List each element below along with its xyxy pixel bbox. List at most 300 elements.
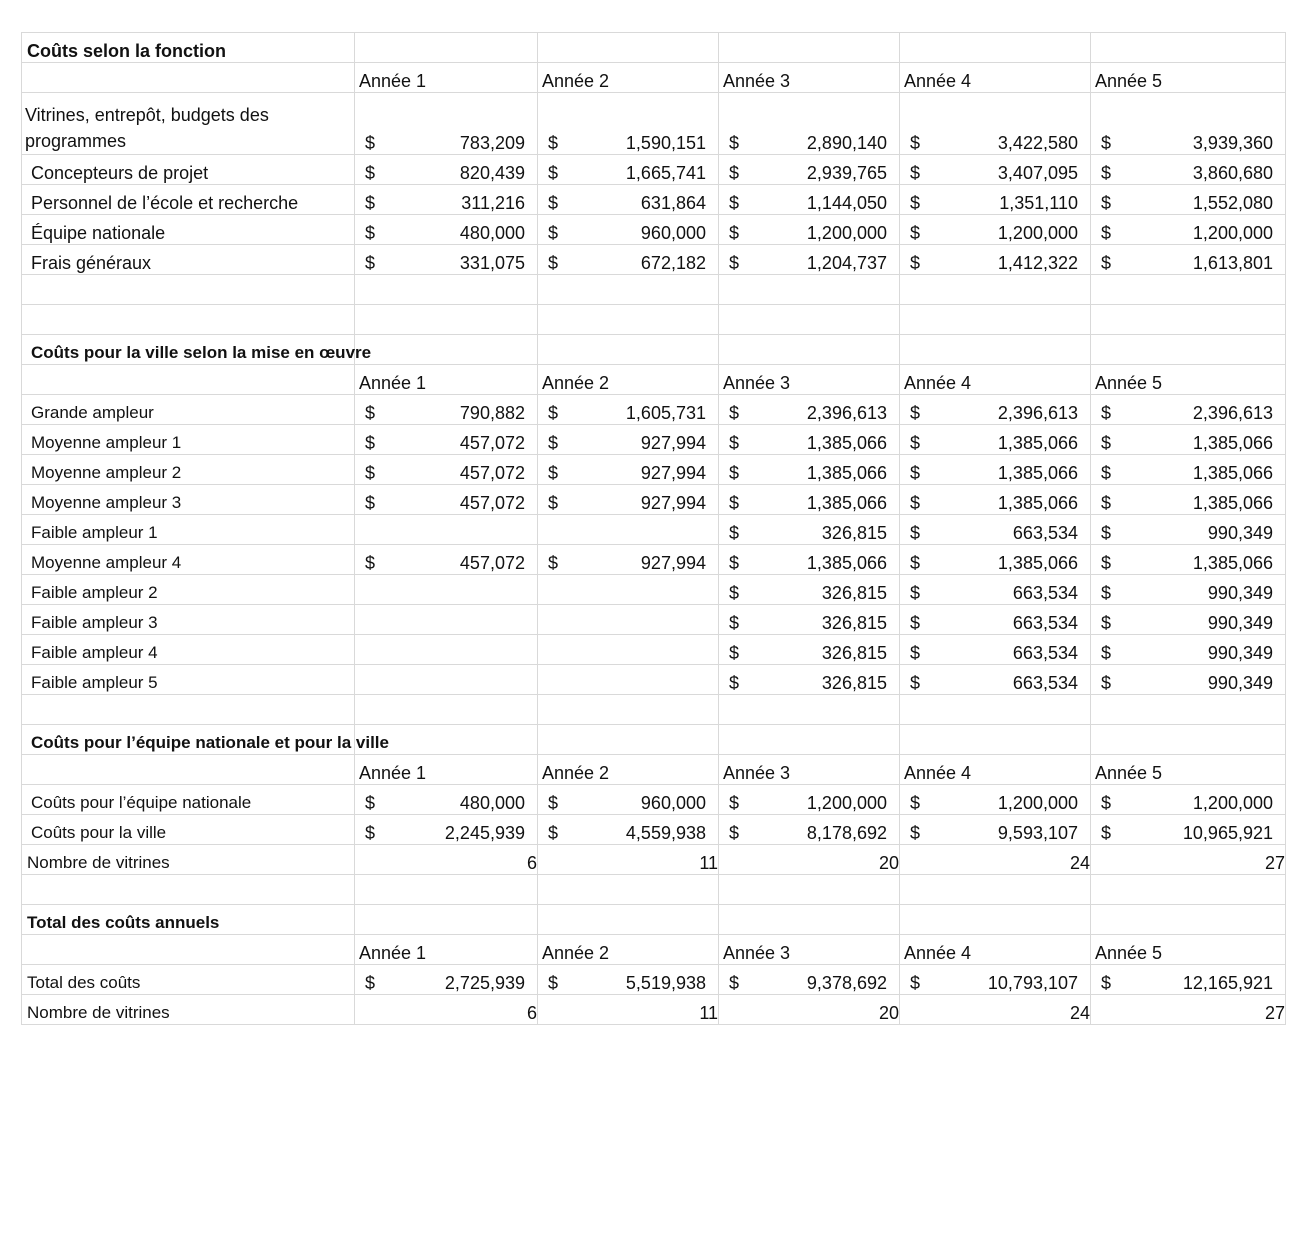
currency-symbol: $ bbox=[1101, 613, 1112, 633]
count-cell[interactable]: 11 bbox=[538, 995, 719, 1025]
value-cell[interactable] bbox=[719, 455, 900, 485]
value-cell[interactable] bbox=[719, 515, 900, 545]
empty-cell[interactable] bbox=[22, 755, 355, 785]
empty-cell[interactable] bbox=[1091, 875, 1286, 905]
row-label-cell[interactable] bbox=[22, 485, 355, 515]
currency-symbol: $ bbox=[910, 613, 921, 633]
value-cell[interactable] bbox=[538, 575, 719, 605]
value-cell[interactable] bbox=[355, 485, 538, 515]
currency-symbol: $ bbox=[729, 463, 740, 483]
year-header-cell[interactable]: Année 2 bbox=[538, 365, 719, 395]
empty-cell[interactable] bbox=[719, 725, 900, 755]
value-cell[interactable] bbox=[719, 245, 900, 275]
empty-cell[interactable] bbox=[719, 335, 900, 365]
value-cell[interactable] bbox=[355, 455, 538, 485]
value-cell[interactable] bbox=[355, 605, 538, 635]
amount: 663,534 bbox=[1012, 523, 1078, 543]
value-cell[interactable] bbox=[1091, 515, 1286, 545]
value-cell[interactable] bbox=[538, 185, 719, 215]
value-cell[interactable] bbox=[538, 215, 719, 245]
empty-cell[interactable] bbox=[538, 335, 719, 365]
table-row bbox=[22, 665, 1286, 695]
table-row bbox=[22, 545, 1286, 575]
currency-symbol: $ bbox=[729, 163, 740, 183]
currency-symbol: $ bbox=[910, 553, 921, 573]
currency-value bbox=[355, 132, 537, 154]
value-cell[interactable] bbox=[1091, 605, 1286, 635]
currency-symbol: $ bbox=[548, 463, 559, 483]
currency-symbol: $ bbox=[1101, 673, 1112, 693]
value-cell[interactable] bbox=[1091, 245, 1286, 275]
currency-value bbox=[900, 522, 1090, 544]
empty-cell[interactable] bbox=[22, 305, 355, 335]
amount: 783,209 bbox=[459, 133, 525, 153]
count-cell[interactable]: 20 bbox=[719, 845, 900, 875]
value-cell[interactable] bbox=[719, 93, 900, 155]
value-cell[interactable] bbox=[900, 185, 1091, 215]
row-label-cell[interactable] bbox=[22, 185, 355, 215]
value-cell[interactable] bbox=[719, 155, 900, 185]
amount: 1,385,066 bbox=[806, 553, 887, 573]
amount: 457,072 bbox=[459, 553, 525, 573]
value-cell[interactable] bbox=[538, 485, 719, 515]
count-cell[interactable]: 6 bbox=[355, 995, 538, 1025]
value-cell[interactable] bbox=[355, 215, 538, 245]
value-cell[interactable] bbox=[719, 575, 900, 605]
value-cell[interactable] bbox=[719, 665, 900, 695]
currency-value bbox=[1091, 162, 1285, 184]
currency-symbol: $ bbox=[548, 133, 559, 153]
currency-symbol: $ bbox=[365, 193, 376, 213]
table-row bbox=[22, 155, 1286, 185]
year-header-cell[interactable]: Année 1 bbox=[355, 755, 538, 785]
value-cell[interactable] bbox=[538, 965, 719, 995]
empty-cell[interactable] bbox=[22, 275, 355, 305]
amount: 1,385,066 bbox=[997, 433, 1078, 453]
row-label-cell[interactable] bbox=[22, 995, 355, 1025]
section-title-cell[interactable] bbox=[22, 725, 389, 755]
value-cell[interactable] bbox=[900, 485, 1091, 515]
value-cell[interactable] bbox=[719, 395, 900, 425]
year-header-cell[interactable]: Année 1 bbox=[355, 935, 538, 965]
value-cell[interactable] bbox=[900, 155, 1091, 185]
value-cell[interactable] bbox=[355, 185, 538, 215]
currency-value bbox=[1091, 972, 1285, 994]
currency-symbol: $ bbox=[1101, 163, 1112, 183]
empty-cell[interactable] bbox=[719, 33, 900, 63]
value-cell[interactable] bbox=[900, 635, 1091, 665]
row-label: Moyenne ampleur 1 bbox=[31, 433, 182, 452]
section-title: Coûts pour l’équipe nationale et pour la ville bbox=[31, 733, 389, 752]
value-cell[interactable] bbox=[900, 425, 1091, 455]
amount: 2,939,765 bbox=[806, 163, 887, 183]
amount: 663,534 bbox=[1012, 613, 1078, 633]
value-cell[interactable] bbox=[355, 93, 538, 155]
count-cell[interactable]: 27 bbox=[1091, 845, 1286, 875]
currency-symbol: $ bbox=[910, 583, 921, 603]
value-cell[interactable] bbox=[355, 815, 538, 845]
currency-value bbox=[1091, 642, 1285, 664]
value-cell[interactable] bbox=[900, 515, 1091, 545]
currency-value bbox=[538, 552, 718, 574]
empty-cell[interactable] bbox=[1091, 33, 1286, 63]
row-label-cell[interactable] bbox=[22, 245, 355, 275]
value-cell[interactable] bbox=[538, 93, 719, 155]
currency-symbol: $ bbox=[729, 553, 740, 573]
currency-symbol: $ bbox=[548, 973, 559, 993]
year-header-cell[interactable]: Année 2 bbox=[538, 935, 719, 965]
currency-value bbox=[1091, 492, 1285, 514]
value-cell[interactable] bbox=[719, 485, 900, 515]
currency-symbol: $ bbox=[548, 163, 559, 183]
amount: 1,552,080 bbox=[1192, 193, 1273, 213]
amount: 1,385,066 bbox=[997, 463, 1078, 483]
amount: 326,815 bbox=[821, 673, 887, 693]
amount: 790,882 bbox=[459, 403, 525, 423]
currency-value bbox=[538, 192, 718, 214]
empty-cell[interactable] bbox=[1091, 305, 1286, 335]
amount: 672,182 bbox=[640, 253, 706, 273]
currency-symbol: $ bbox=[729, 403, 740, 423]
value-cell[interactable] bbox=[355, 965, 538, 995]
empty-cell[interactable] bbox=[538, 33, 719, 63]
row-label: Faible ampleur 5 bbox=[31, 673, 158, 692]
amount: 480,000 bbox=[459, 793, 525, 813]
value-cell[interactable] bbox=[355, 785, 538, 815]
empty-cell[interactable] bbox=[22, 695, 355, 725]
row-label-cell[interactable] bbox=[22, 605, 355, 635]
row-label: Moyenne ampleur 4 bbox=[31, 553, 182, 572]
amount: 1,144,050 bbox=[806, 193, 887, 213]
empty-cell[interactable] bbox=[900, 335, 1091, 365]
year-header-cell[interactable]: Année 5 bbox=[1091, 755, 1286, 785]
amount: 1,385,066 bbox=[997, 553, 1078, 573]
amount: 820,439 bbox=[459, 163, 525, 183]
value-cell[interactable] bbox=[900, 245, 1091, 275]
currency-symbol: $ bbox=[548, 403, 559, 423]
empty-cell[interactable] bbox=[22, 875, 355, 905]
empty-cell[interactable] bbox=[719, 695, 900, 725]
currency-value bbox=[900, 132, 1090, 154]
amount: 9,593,107 bbox=[997, 823, 1078, 843]
value-cell[interactable] bbox=[1091, 425, 1286, 455]
section-title-cell[interactable] bbox=[22, 335, 372, 365]
year-header-cell[interactable]: Année 1 bbox=[355, 63, 538, 93]
count-cell[interactable]: 11 bbox=[538, 845, 719, 875]
amount: 1,200,000 bbox=[1192, 223, 1273, 243]
currency-symbol: $ bbox=[1101, 193, 1112, 213]
empty-cell[interactable] bbox=[1091, 725, 1286, 755]
amount: 1,385,066 bbox=[806, 433, 887, 453]
empty-cell[interactable] bbox=[355, 305, 538, 335]
value-cell[interactable] bbox=[719, 605, 900, 635]
value-cell[interactable] bbox=[355, 635, 538, 665]
year-header-cell[interactable]: Année 5 bbox=[1091, 63, 1286, 93]
value-cell[interactable] bbox=[1091, 455, 1286, 485]
value-cell[interactable] bbox=[1091, 785, 1286, 815]
row-label-cell[interactable] bbox=[22, 215, 355, 245]
amount: 1,385,066 bbox=[1192, 433, 1273, 453]
amount: 927,994 bbox=[640, 493, 706, 513]
value-cell[interactable] bbox=[355, 425, 538, 455]
empty-cell[interactable] bbox=[1091, 905, 1286, 935]
currency-value bbox=[355, 972, 537, 994]
year-header-cell[interactable]: Année 2 bbox=[538, 63, 719, 93]
year-header-cell[interactable]: Année 3 bbox=[719, 63, 900, 93]
currency-value bbox=[538, 972, 718, 994]
amount: 1,665,741 bbox=[625, 163, 706, 183]
year-header-cell[interactable]: Année 3 bbox=[719, 935, 900, 965]
empty-cell[interactable] bbox=[900, 725, 1091, 755]
empty-cell[interactable] bbox=[900, 695, 1091, 725]
value-cell[interactable] bbox=[538, 815, 719, 845]
empty-cell[interactable] bbox=[538, 305, 719, 335]
value-cell[interactable] bbox=[900, 605, 1091, 635]
currency-value bbox=[900, 642, 1090, 664]
value-cell[interactable] bbox=[900, 785, 1091, 815]
row-label-cell[interactable] bbox=[22, 785, 355, 815]
year-header-cell[interactable]: Année 4 bbox=[900, 755, 1091, 785]
value-cell[interactable] bbox=[538, 515, 719, 545]
empty-cell[interactable] bbox=[719, 875, 900, 905]
value-cell[interactable] bbox=[538, 605, 719, 635]
currency-value bbox=[900, 822, 1090, 844]
amount: 663,534 bbox=[1012, 583, 1078, 603]
empty-cell[interactable] bbox=[1091, 275, 1286, 305]
currency-value bbox=[1091, 432, 1285, 454]
currency-symbol: $ bbox=[910, 493, 921, 513]
row-label-cell[interactable] bbox=[22, 665, 355, 695]
row-label: Faible ampleur 1 bbox=[31, 523, 158, 542]
empty-cell[interactable] bbox=[538, 905, 719, 935]
value-cell[interactable] bbox=[900, 215, 1091, 245]
value-cell[interactable] bbox=[719, 785, 900, 815]
row-label-cell[interactable] bbox=[22, 575, 355, 605]
currency-value bbox=[355, 402, 537, 424]
amount: 2,396,613 bbox=[1192, 403, 1273, 423]
value-cell[interactable] bbox=[1091, 395, 1286, 425]
value-cell[interactable] bbox=[1091, 665, 1286, 695]
count-cell[interactable]: 20 bbox=[719, 995, 900, 1025]
value-cell[interactable] bbox=[538, 155, 719, 185]
row-label-cell[interactable] bbox=[22, 965, 355, 995]
value-cell[interactable] bbox=[1091, 575, 1286, 605]
empty-cell[interactable] bbox=[1091, 335, 1286, 365]
value-cell[interactable] bbox=[538, 455, 719, 485]
empty-cell[interactable] bbox=[22, 935, 355, 965]
row-label-cell[interactable] bbox=[22, 155, 355, 185]
year-header-cell[interactable]: Année 5 bbox=[1091, 935, 1286, 965]
count-cell[interactable]: 6 bbox=[355, 845, 538, 875]
empty-cell[interactable] bbox=[1091, 695, 1286, 725]
value-cell[interactable] bbox=[719, 545, 900, 575]
year-header-cell[interactable]: Année 3 bbox=[719, 755, 900, 785]
empty-cell[interactable] bbox=[22, 365, 355, 395]
value-cell[interactable] bbox=[538, 245, 719, 275]
currency-symbol: $ bbox=[729, 193, 740, 213]
amount: 5,519,938 bbox=[625, 973, 706, 993]
value-cell[interactable] bbox=[355, 575, 538, 605]
empty-cell[interactable] bbox=[719, 275, 900, 305]
currency-symbol: $ bbox=[910, 193, 921, 213]
value-cell[interactable] bbox=[719, 215, 900, 245]
table-row bbox=[22, 395, 1286, 425]
currency-value bbox=[900, 672, 1090, 694]
count-cell[interactable]: 24 bbox=[900, 845, 1091, 875]
year-header-cell[interactable]: Année 4 bbox=[900, 63, 1091, 93]
value-cell[interactable] bbox=[1091, 635, 1286, 665]
currency-value bbox=[538, 432, 718, 454]
value-cell[interactable] bbox=[1091, 155, 1286, 185]
empty-cell[interactable] bbox=[900, 875, 1091, 905]
value-cell[interactable] bbox=[1091, 965, 1286, 995]
table-row bbox=[22, 185, 1286, 215]
empty-cell[interactable] bbox=[355, 875, 538, 905]
value-cell[interactable] bbox=[900, 575, 1091, 605]
value-cell[interactable] bbox=[719, 425, 900, 455]
currency-symbol: $ bbox=[548, 493, 559, 513]
currency-value bbox=[1091, 582, 1285, 604]
currency-value bbox=[719, 162, 899, 184]
row-label-cell[interactable] bbox=[22, 515, 355, 545]
row-label: Coûts pour la ville bbox=[31, 823, 167, 842]
empty-cell[interactable] bbox=[538, 275, 719, 305]
currency-symbol: $ bbox=[729, 253, 740, 273]
value-cell[interactable] bbox=[719, 635, 900, 665]
value-cell[interactable] bbox=[1091, 185, 1286, 215]
row-label-cell[interactable] bbox=[22, 545, 355, 575]
currency-symbol: $ bbox=[910, 163, 921, 183]
empty-cell[interactable] bbox=[538, 875, 719, 905]
value-cell[interactable] bbox=[719, 965, 900, 995]
year-header-cell[interactable]: Année 1 bbox=[355, 365, 538, 395]
currency-value bbox=[719, 462, 899, 484]
row-label-cell[interactable] bbox=[22, 395, 355, 425]
currency-symbol: $ bbox=[1101, 433, 1112, 453]
year-header-cell[interactable]: Année 4 bbox=[900, 935, 1091, 965]
empty-cell[interactable] bbox=[22, 63, 355, 93]
value-cell[interactable] bbox=[719, 185, 900, 215]
value-cell[interactable] bbox=[900, 455, 1091, 485]
currency-symbol: $ bbox=[365, 463, 376, 483]
value-cell[interactable] bbox=[355, 395, 538, 425]
empty-cell[interactable] bbox=[538, 725, 719, 755]
row-label-cell[interactable] bbox=[22, 815, 355, 845]
amount: 1,385,066 bbox=[1192, 553, 1273, 573]
value-cell[interactable] bbox=[538, 785, 719, 815]
value-cell[interactable] bbox=[355, 245, 538, 275]
currency-value bbox=[538, 462, 718, 484]
value-cell[interactable] bbox=[1091, 545, 1286, 575]
value-cell[interactable] bbox=[719, 815, 900, 845]
amount: 326,815 bbox=[821, 643, 887, 663]
row-label-cell[interactable] bbox=[22, 845, 355, 875]
currency-value bbox=[719, 192, 899, 214]
value-cell[interactable] bbox=[538, 635, 719, 665]
value-cell[interactable] bbox=[900, 395, 1091, 425]
row-label-cell[interactable] bbox=[22, 635, 355, 665]
spacer-row bbox=[22, 875, 1286, 905]
count-cell[interactable]: 27 bbox=[1091, 995, 1286, 1025]
value-cell[interactable] bbox=[1091, 215, 1286, 245]
value-cell[interactable] bbox=[900, 665, 1091, 695]
empty-cell[interactable] bbox=[355, 905, 538, 935]
value-cell[interactable] bbox=[355, 545, 538, 575]
amount: 1,200,000 bbox=[806, 793, 887, 813]
section-title-cell[interactable] bbox=[22, 905, 355, 935]
value-cell[interactable] bbox=[900, 93, 1091, 155]
row-label: Moyenne ampleur 2 bbox=[31, 463, 182, 482]
currency-value bbox=[719, 222, 899, 244]
empty-cell[interactable] bbox=[900, 275, 1091, 305]
value-cell[interactable] bbox=[1091, 93, 1286, 155]
value-cell[interactable] bbox=[1091, 485, 1286, 515]
count-cell[interactable]: 24 bbox=[900, 995, 1091, 1025]
year-header-cell[interactable]: Année 3 bbox=[719, 365, 900, 395]
empty-cell[interactable] bbox=[355, 335, 538, 365]
year-header-cell[interactable]: Année 2 bbox=[538, 755, 719, 785]
currency-symbol: $ bbox=[1101, 223, 1112, 243]
currency-value bbox=[1091, 522, 1285, 544]
value-cell[interactable] bbox=[1091, 815, 1286, 845]
row-label: Faible ampleur 3 bbox=[31, 613, 158, 632]
table-row bbox=[22, 635, 1286, 665]
currency-symbol: $ bbox=[910, 463, 921, 483]
section-title-row bbox=[22, 725, 1286, 755]
row-label-cell[interactable] bbox=[22, 455, 355, 485]
value-cell[interactable] bbox=[900, 545, 1091, 575]
table-row bbox=[22, 485, 1286, 515]
empty-cell[interactable] bbox=[719, 305, 900, 335]
value-cell[interactable] bbox=[355, 665, 538, 695]
section-title-cell[interactable] bbox=[22, 33, 355, 63]
row-label-cell[interactable] bbox=[22, 425, 355, 455]
year-header-cell[interactable]: Année 5 bbox=[1091, 365, 1286, 395]
currency-symbol: $ bbox=[910, 253, 921, 273]
empty-cell[interactable] bbox=[900, 905, 1091, 935]
year-header-row bbox=[22, 63, 1286, 93]
currency-symbol: $ bbox=[1101, 523, 1112, 543]
empty-cell[interactable] bbox=[900, 33, 1091, 63]
value-cell[interactable] bbox=[355, 515, 538, 545]
value-cell[interactable] bbox=[900, 815, 1091, 845]
currency-value bbox=[719, 822, 899, 844]
value-cell[interactable] bbox=[355, 155, 538, 185]
empty-cell[interactable] bbox=[355, 695, 538, 725]
row-label: Frais généraux bbox=[31, 253, 152, 273]
value-cell[interactable] bbox=[538, 395, 719, 425]
year-header-cell[interactable]: Année 4 bbox=[900, 365, 1091, 395]
year-header-row bbox=[22, 365, 1286, 395]
amount: 2,396,613 bbox=[806, 403, 887, 423]
row-label-cell[interactable] bbox=[22, 93, 355, 155]
empty-cell[interactable] bbox=[355, 275, 538, 305]
value-cell[interactable] bbox=[538, 665, 719, 695]
currency-value bbox=[1091, 822, 1285, 844]
amount: 457,072 bbox=[459, 493, 525, 513]
value-cell[interactable] bbox=[900, 965, 1091, 995]
empty-cell[interactable] bbox=[900, 305, 1091, 335]
empty-cell[interactable] bbox=[355, 33, 538, 63]
currency-value bbox=[900, 252, 1090, 274]
empty-cell[interactable] bbox=[719, 905, 900, 935]
currency-symbol: $ bbox=[548, 793, 559, 813]
value-cell[interactable] bbox=[538, 545, 719, 575]
amount: 927,994 bbox=[640, 553, 706, 573]
empty-cell[interactable] bbox=[538, 695, 719, 725]
currency-symbol: $ bbox=[1101, 973, 1112, 993]
value-cell[interactable] bbox=[538, 425, 719, 455]
